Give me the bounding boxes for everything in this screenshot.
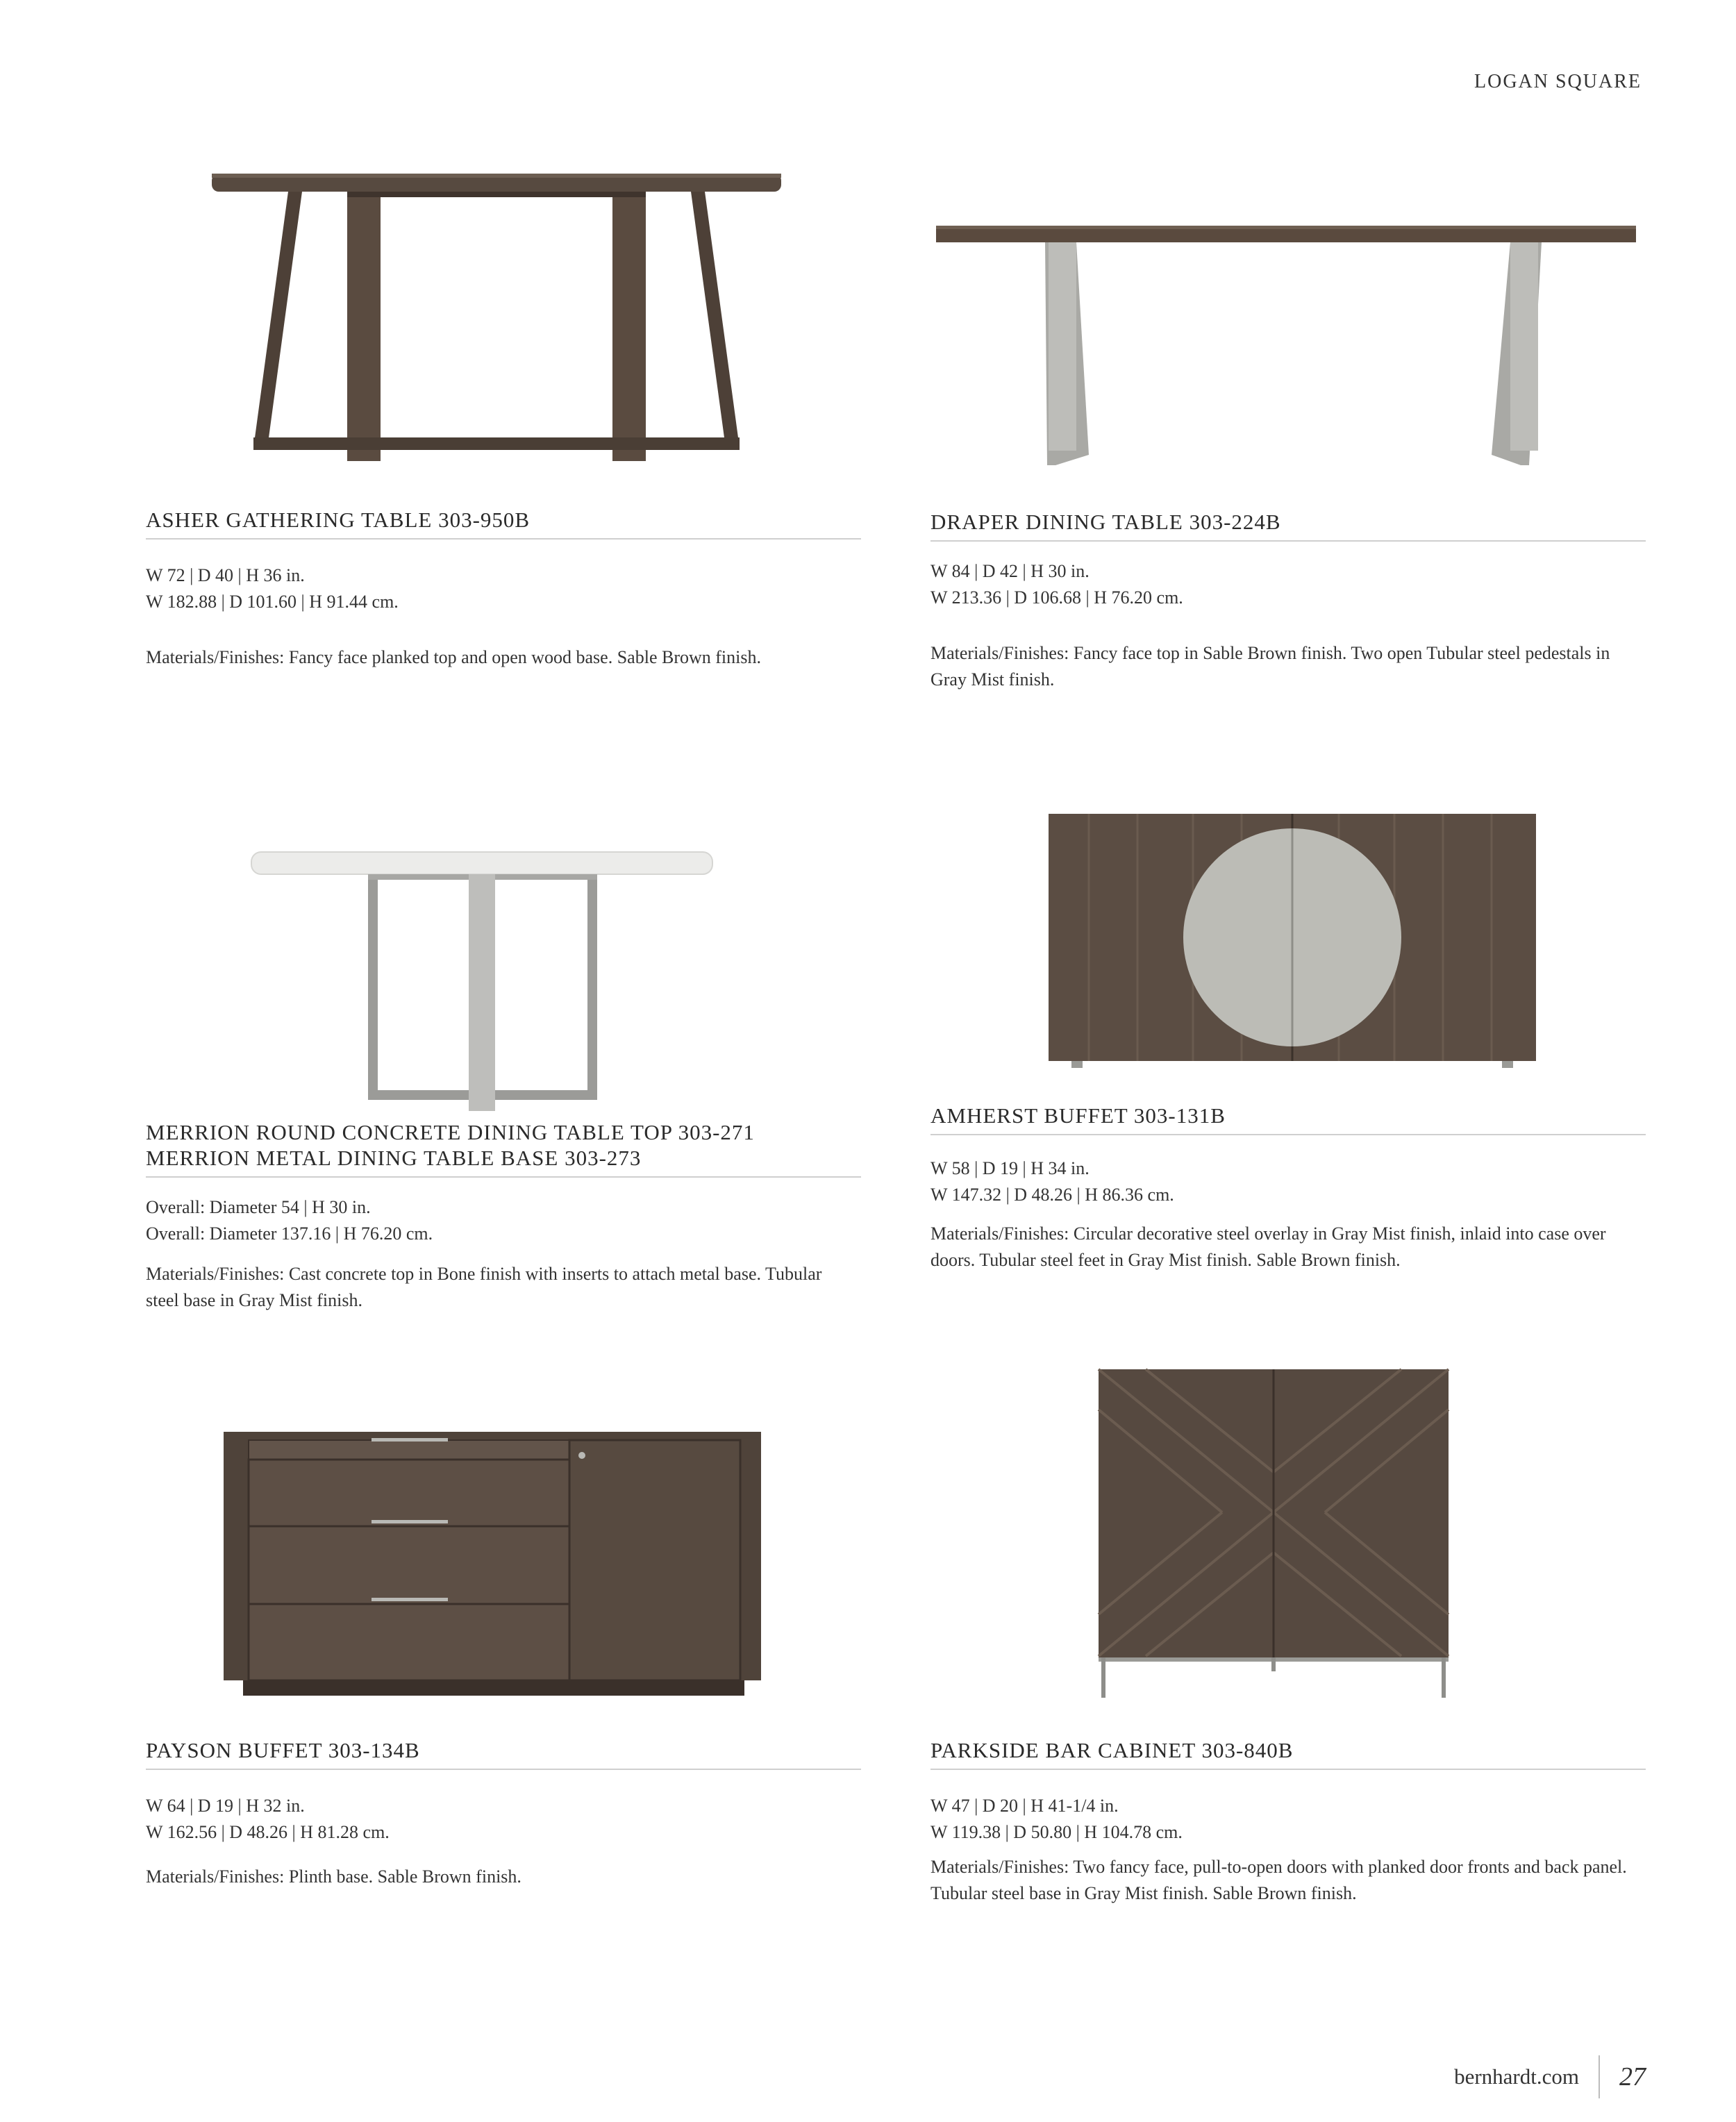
product-materials: Materials/Finishes: Fancy face planked top and open wood base. Sable Brown finish. [146, 647, 761, 667]
product-image-payson [222, 1430, 764, 1701]
product-title: DRAPER DINING TABLE 303-224B [930, 509, 1646, 542]
product-title: PAYSON BUFFET 303-134B [146, 1737, 861, 1770]
dimensions-inches: W 84 | D 42 | H 30 in. [930, 561, 1090, 581]
product-dimensions [146, 1194, 433, 1247]
product-materials: Materials/Finishes: Plinth base. Sable Brown finish. [146, 1866, 521, 1887]
brand-title: LOGAN SQUARE [1474, 71, 1642, 92]
product-asher [146, 167, 861, 694]
product-dimensions [930, 1155, 1174, 1208]
footer-divider [1599, 2055, 1600, 2098]
product-materials: Materials/Finishes: Fancy face top in Sable Brown finish. Two open Tubular steel pedestals in Gray Mist finish. [930, 643, 1610, 690]
product-materials: Materials/Finishes: Two fancy face, pull-to-open doors with planked door fronts and back panel. Tubular steel base in Gray Mist finish. Sable Brown finish. [930, 1857, 1627, 1903]
dimensions-inches: W 64 | D 19 | H 32 in. [146, 1796, 305, 1816]
product-image-amherst [1047, 812, 1540, 1069]
dimensions-inches: W 47 | D 20 | H 41-1/4 in. [930, 1796, 1119, 1816]
product-materials: Materials/Finishes: Circular decorative steel overlay in Gray Mist finish, inlaid into case over doors. Tubular steel feet in Gray Mist finish. Sable Brown finish. [930, 1223, 1606, 1270]
product-amherst [930, 812, 1646, 1312]
dimensions-cm: W 182.88 | D 101.60 | H 91.44 cm. [146, 592, 399, 612]
product-parkside [930, 1368, 1646, 1916]
dimensions-cm: W 147.32 | D 48.26 | H 86.36 cm. [930, 1185, 1174, 1205]
dimensions-inches: Overall: Diameter 54 | H 30 in. [146, 1197, 371, 1217]
product-title-line1: MERRION ROUND CONCRETE DINING TABLE TOP 303-271 [146, 1120, 755, 1144]
product-payson [146, 1430, 861, 1916]
product-title [146, 1119, 861, 1178]
dimensions-inches: W 58 | D 19 | H 34 in. [930, 1158, 1090, 1178]
product-dimensions [930, 558, 1183, 611]
product-image-draper [930, 222, 1646, 472]
dimensions-inches: W 72 | D 40 | H 36 in. [146, 565, 305, 585]
product-title: AMHERST BUFFET 303-131B [930, 1103, 1646, 1135]
product-image-asher [208, 167, 785, 472]
product-title: PARKSIDE BAR CABINET 303-840B [930, 1737, 1646, 1770]
product-image-merrion [250, 847, 722, 1111]
product-title-line2: MERRION METAL DINING TABLE BASE 303-273 [146, 1146, 642, 1170]
page-number: 27 [1619, 2062, 1646, 2091]
product-draper [930, 167, 1646, 694]
product-materials: Materials/Finishes: Cast concrete top in Bone finish with inserts to attach metal base. Tubular steel base in Gray Mist finish. [146, 1264, 822, 1310]
dimensions-cm: Overall: Diameter 137.16 | H 76.20 cm. [146, 1223, 433, 1244]
product-image-parkside [1097, 1368, 1451, 1701]
dimensions-cm: W 162.56 | D 48.26 | H 81.28 cm. [146, 1822, 390, 1842]
dimensions-cm: W 213.36 | D 106.68 | H 76.20 cm. [930, 587, 1183, 608]
page-footer [1454, 2055, 1646, 2098]
product-merrion [146, 833, 861, 1333]
product-title: ASHER GATHERING TABLE 303-950B [146, 507, 861, 540]
dimensions-cm: W 119.38 | D 50.80 | H 104.78 cm. [930, 1822, 1183, 1842]
product-dimensions [146, 562, 399, 615]
product-dimensions [930, 1793, 1183, 1846]
product-dimensions [146, 1793, 390, 1846]
website-link[interactable]: bernhardt.com [1454, 2064, 1579, 2089]
